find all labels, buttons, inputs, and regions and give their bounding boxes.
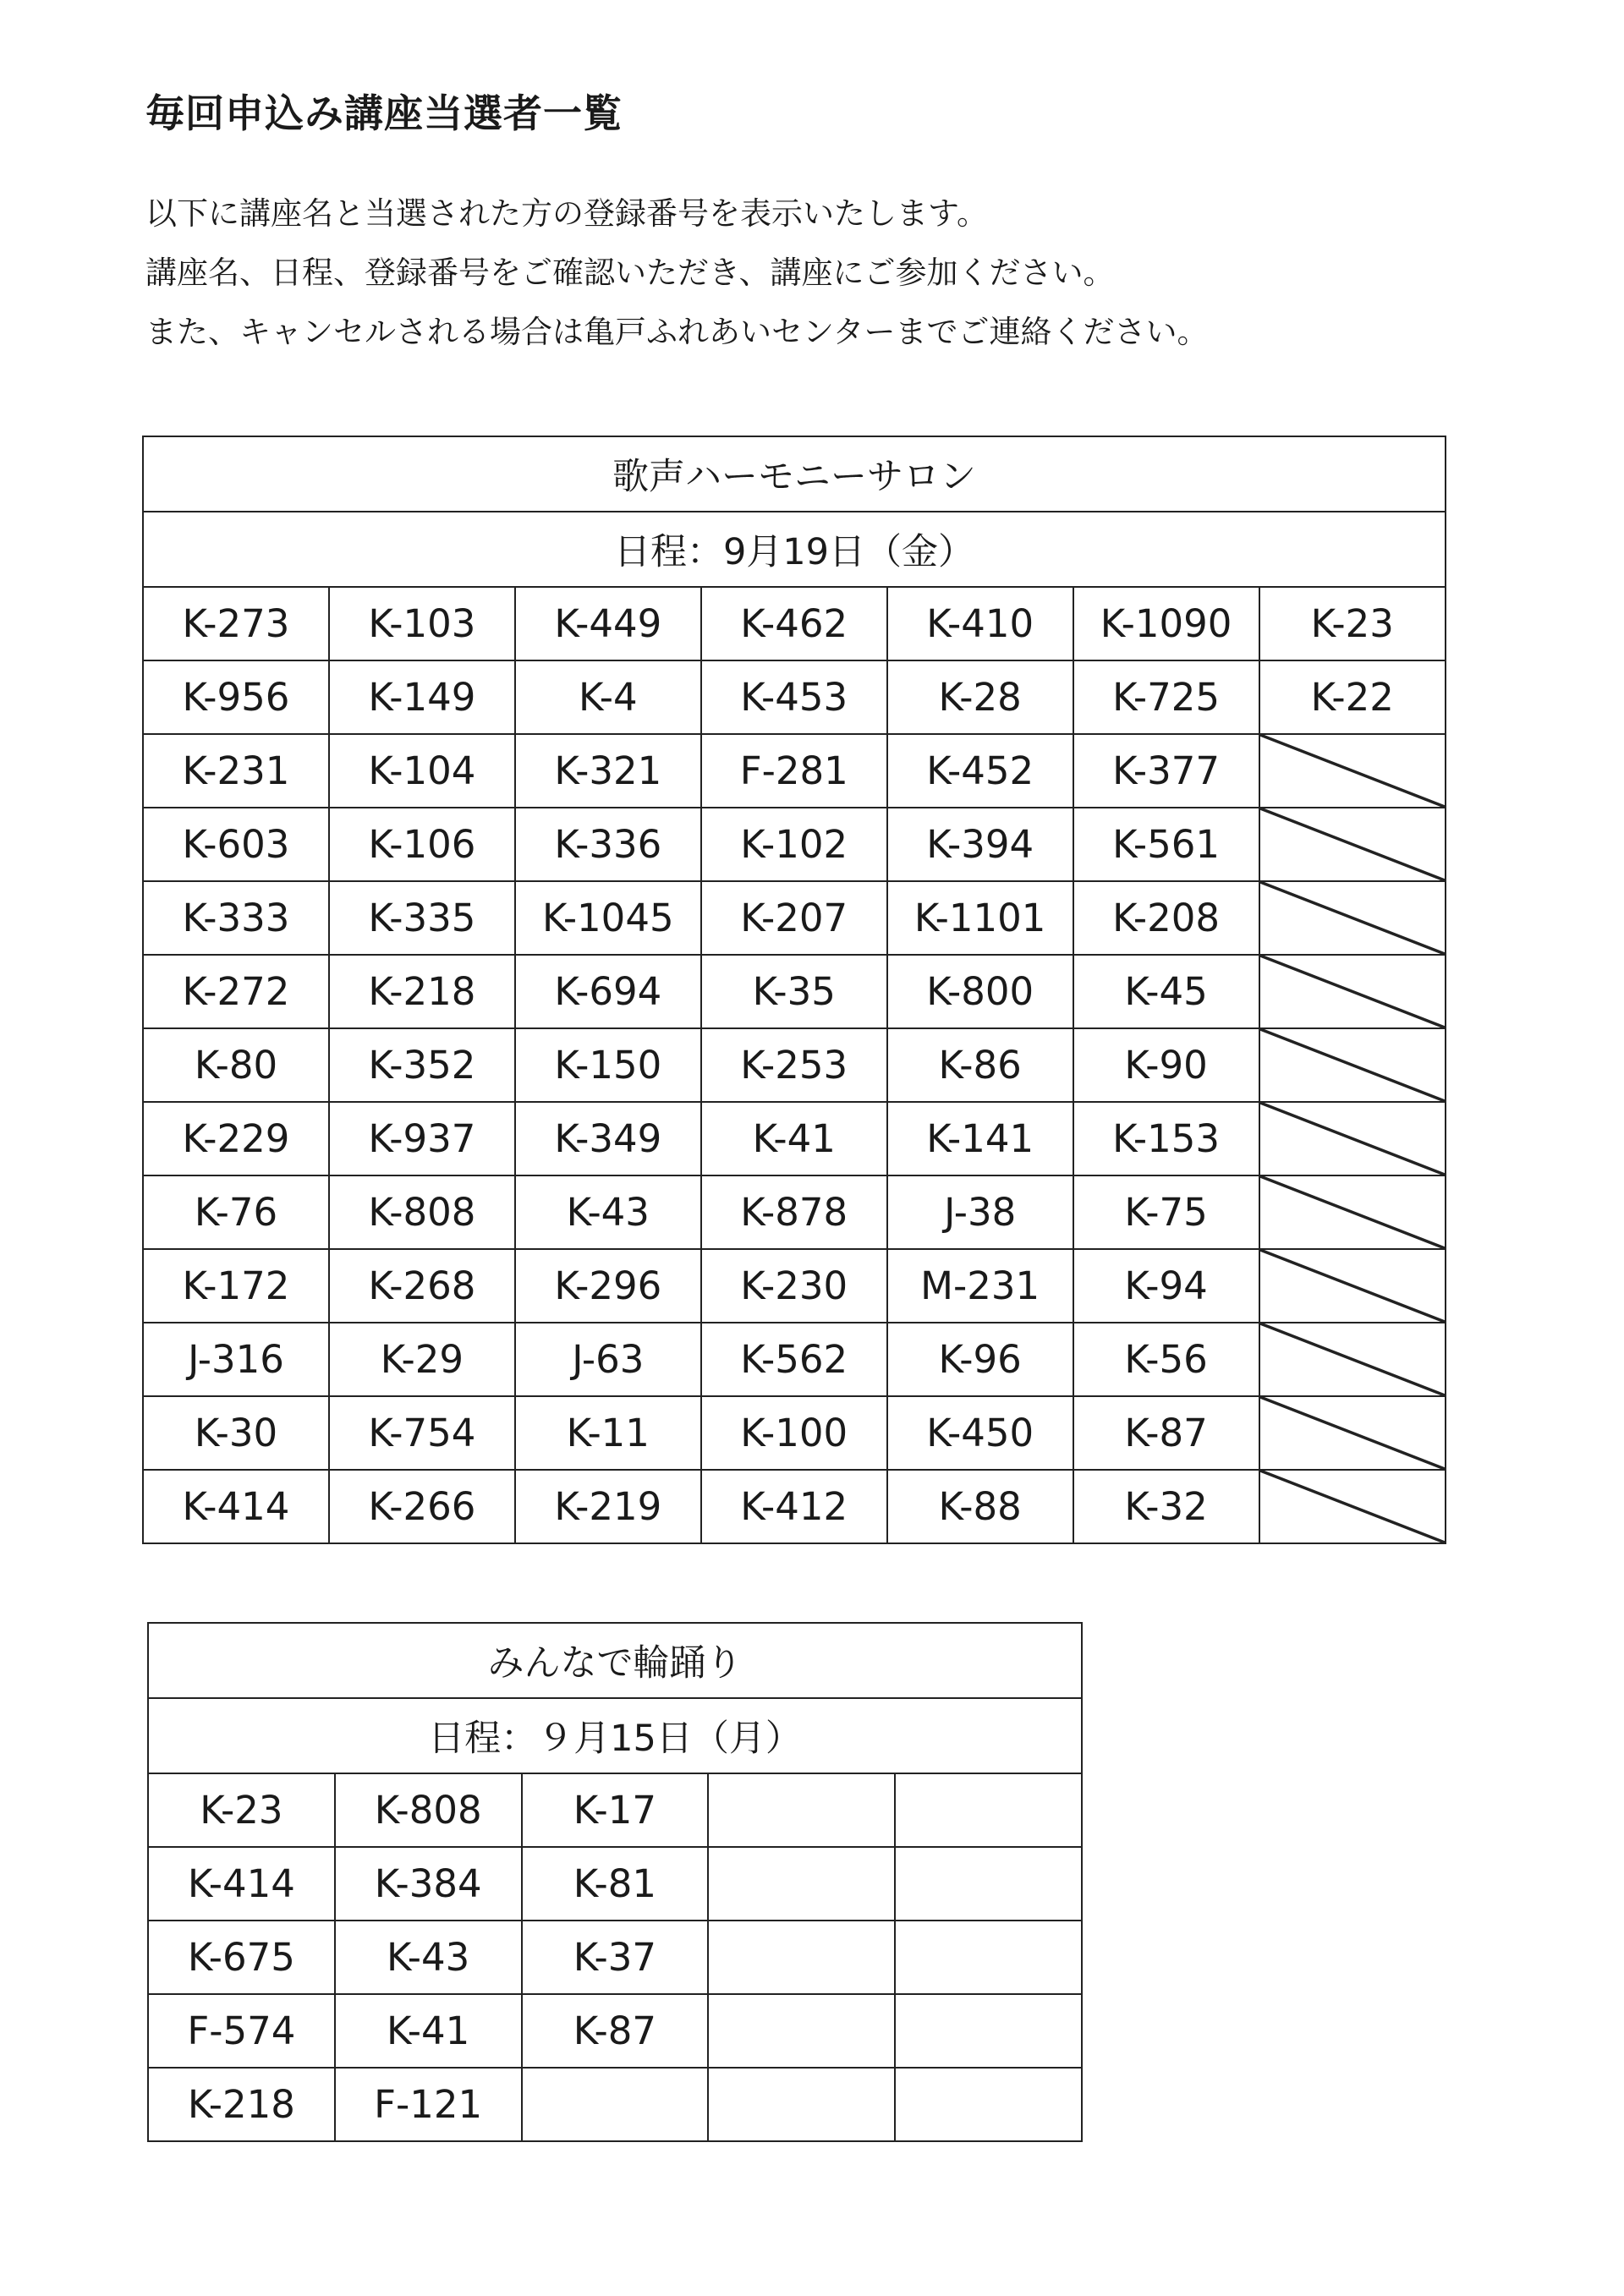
- empty-cell: [1259, 1470, 1446, 1543]
- registration-number: K-150: [515, 1028, 701, 1102]
- registration-number: K-86: [887, 1028, 1073, 1102]
- registration-number: K-153: [1073, 1102, 1259, 1175]
- registration-number: K-453: [701, 660, 887, 734]
- empty-cell: [1259, 734, 1446, 808]
- registration-number: K-80: [143, 1028, 329, 1102]
- registration-number: K-37: [522, 1921, 709, 1994]
- registration-number: K-321: [515, 734, 701, 808]
- registration-number: K-231: [143, 734, 329, 808]
- registration-number: K-956: [143, 660, 329, 734]
- registration-number: K-100: [701, 1396, 887, 1470]
- empty-cell: [1259, 1028, 1446, 1102]
- registration-number: K-268: [329, 1249, 515, 1323]
- table-row: [148, 1847, 1082, 1921]
- registration-number: K-88: [887, 1470, 1073, 1543]
- intro-text: [145, 184, 1209, 362]
- registration-number: K-414: [143, 1470, 329, 1543]
- registration-number: K-35: [701, 955, 887, 1028]
- empty-cell: [708, 1773, 895, 1847]
- table-row: [148, 1994, 1082, 2068]
- registration-number: K-106: [329, 808, 515, 881]
- registration-number: K-32: [1073, 1470, 1259, 1543]
- table-row: [143, 1028, 1446, 1102]
- registration-number: K-41: [701, 1102, 887, 1175]
- registration-number: K-96: [887, 1323, 1073, 1396]
- registration-number: K-412: [701, 1470, 887, 1543]
- intro-line: 講座名、日程、登録番号をご確認いただき、講座にご参加ください。: [145, 255, 1115, 291]
- empty-cell: [1259, 1396, 1446, 1470]
- registration-number: K-172: [143, 1249, 329, 1323]
- table-row: [143, 881, 1446, 955]
- registration-number: K-675: [148, 1921, 335, 1994]
- intro-line: また、キャンセルされる場合は亀戸ふれあいセンターまでご連絡ください。: [145, 314, 1209, 350]
- registration-number: K-94: [1073, 1249, 1259, 1323]
- registration-number: M-231: [887, 1249, 1073, 1323]
- registration-number: K-30: [143, 1396, 329, 1470]
- table-row: [143, 1249, 1446, 1323]
- registration-number: K-22: [1259, 660, 1446, 734]
- registration-number: K-11: [515, 1396, 701, 1470]
- table-row: [143, 1323, 1446, 1396]
- registration-number: K-808: [329, 1175, 515, 1249]
- registration-number: K-207: [701, 881, 887, 955]
- registration-number: K-414: [148, 1847, 335, 1921]
- registration-number: K-266: [329, 1470, 515, 1543]
- registration-number: K-273: [143, 587, 329, 660]
- course-name: みんなで輪踊り: [148, 1623, 1082, 1698]
- table-row: [143, 808, 1446, 881]
- empty-cell: [1259, 808, 1446, 881]
- empty-cell: [895, 1773, 1082, 1847]
- registration-number: K-694: [515, 955, 701, 1028]
- registration-number: K-808: [335, 1773, 522, 1847]
- registration-number: K-1101: [887, 881, 1073, 955]
- table-row: [143, 955, 1446, 1028]
- registration-number: K-800: [887, 955, 1073, 1028]
- empty-cell: [708, 1921, 895, 1994]
- registration-number: K-23: [148, 1773, 335, 1847]
- table-row: [143, 587, 1446, 660]
- table-row: [143, 734, 1446, 808]
- registration-number: K-253: [701, 1028, 887, 1102]
- table-row: [143, 1470, 1446, 1543]
- registration-number: K-75: [1073, 1175, 1259, 1249]
- registration-number: J-38: [887, 1175, 1073, 1249]
- registration-number: K-90: [1073, 1028, 1259, 1102]
- registration-number: J-316: [143, 1323, 329, 1396]
- registration-number: K-219: [515, 1470, 701, 1543]
- registration-number: K-41: [335, 1994, 522, 2068]
- registration-number: F-121: [335, 2068, 522, 2141]
- empty-cell: [1259, 1323, 1446, 1396]
- course-name: 歌声ハーモニーサロン: [143, 436, 1446, 512]
- registration-number: J-63: [515, 1323, 701, 1396]
- registration-number: K-725: [1073, 660, 1259, 734]
- course-table-circle-dance: [147, 1622, 1083, 2142]
- registration-number: K-272: [143, 955, 329, 1028]
- empty-cell: [895, 2068, 1082, 2141]
- registration-number: K-23: [1259, 587, 1446, 660]
- registration-number: F-281: [701, 734, 887, 808]
- registration-number: K-141: [887, 1102, 1073, 1175]
- empty-cell: [895, 1847, 1082, 1921]
- course-schedule: 日程：９月15日（月）: [148, 1698, 1082, 1773]
- course-table-harmony-salon: [142, 436, 1446, 1544]
- registration-number: K-1090: [1073, 587, 1259, 660]
- empty-cell: [1259, 1249, 1446, 1323]
- registration-number: K-208: [1073, 881, 1259, 955]
- registration-number: K-102: [701, 808, 887, 881]
- empty-cell: [708, 1847, 895, 1921]
- registration-number: K-450: [887, 1396, 1073, 1470]
- registration-number: K-462: [701, 587, 887, 660]
- registration-number: K-81: [522, 1847, 709, 1921]
- registration-number: K-349: [515, 1102, 701, 1175]
- registration-number: K-45: [1073, 955, 1259, 1028]
- registration-number: K-76: [143, 1175, 329, 1249]
- registration-number: K-1045: [515, 881, 701, 955]
- registration-number: K-87: [1073, 1396, 1259, 1470]
- registration-number: K-218: [148, 2068, 335, 2141]
- table-row: [148, 1773, 1082, 1847]
- registration-number: K-103: [329, 587, 515, 660]
- registration-number: K-452: [887, 734, 1073, 808]
- registration-number: K-561: [1073, 808, 1259, 881]
- registration-number: K-336: [515, 808, 701, 881]
- table-row: [143, 660, 1446, 734]
- registration-number: K-4: [515, 660, 701, 734]
- registration-number: K-296: [515, 1249, 701, 1323]
- empty-cell: [708, 2068, 895, 2141]
- registration-number: K-878: [701, 1175, 887, 1249]
- empty-cell: [708, 1994, 895, 2068]
- registration-number: K-56: [1073, 1323, 1259, 1396]
- registration-number: K-384: [335, 1847, 522, 1921]
- registration-number: K-352: [329, 1028, 515, 1102]
- registration-number: K-230: [701, 1249, 887, 1323]
- registration-number: F-574: [148, 1994, 335, 2068]
- registration-number: K-17: [522, 1773, 709, 1847]
- registration-number: K-562: [701, 1323, 887, 1396]
- registration-number: K-43: [335, 1921, 522, 1994]
- empty-cell: [895, 1921, 1082, 1994]
- registration-number: K-104: [329, 734, 515, 808]
- registration-number: K-603: [143, 808, 329, 881]
- registration-number: K-28: [887, 660, 1073, 734]
- registration-number: K-87: [522, 1994, 709, 2068]
- course-schedule: 日程：9月19日（金）: [143, 512, 1446, 587]
- registration-number: K-218: [329, 955, 515, 1028]
- registration-number: K-377: [1073, 734, 1259, 808]
- empty-cell: [1259, 1175, 1446, 1249]
- registration-number: K-335: [329, 881, 515, 955]
- registration-number: K-29: [329, 1323, 515, 1396]
- registration-number: K-229: [143, 1102, 329, 1175]
- empty-cell: [1259, 955, 1446, 1028]
- empty-cell: [895, 1994, 1082, 2068]
- page-title: 毎回申込み講座当選者一覧: [145, 90, 623, 136]
- registration-number: K-754: [329, 1396, 515, 1470]
- registration-number: K-43: [515, 1175, 701, 1249]
- intro-line: 以下に講座名と当選された方の登録番号を表示いたします。: [145, 195, 989, 232]
- registration-number: K-149: [329, 660, 515, 734]
- table-row: [148, 2068, 1082, 2141]
- empty-cell: [1259, 881, 1446, 955]
- table-row: [143, 1102, 1446, 1175]
- registration-number: K-937: [329, 1102, 515, 1175]
- registration-number: K-333: [143, 881, 329, 955]
- registration-number: K-449: [515, 587, 701, 660]
- registration-number: K-394: [887, 808, 1073, 881]
- registration-number: K-410: [887, 587, 1073, 660]
- table-row: [143, 1396, 1446, 1470]
- table-row: [148, 1921, 1082, 1994]
- table-row: [143, 1175, 1446, 1249]
- empty-cell: [522, 2068, 709, 2141]
- empty-cell: [1259, 1102, 1446, 1175]
